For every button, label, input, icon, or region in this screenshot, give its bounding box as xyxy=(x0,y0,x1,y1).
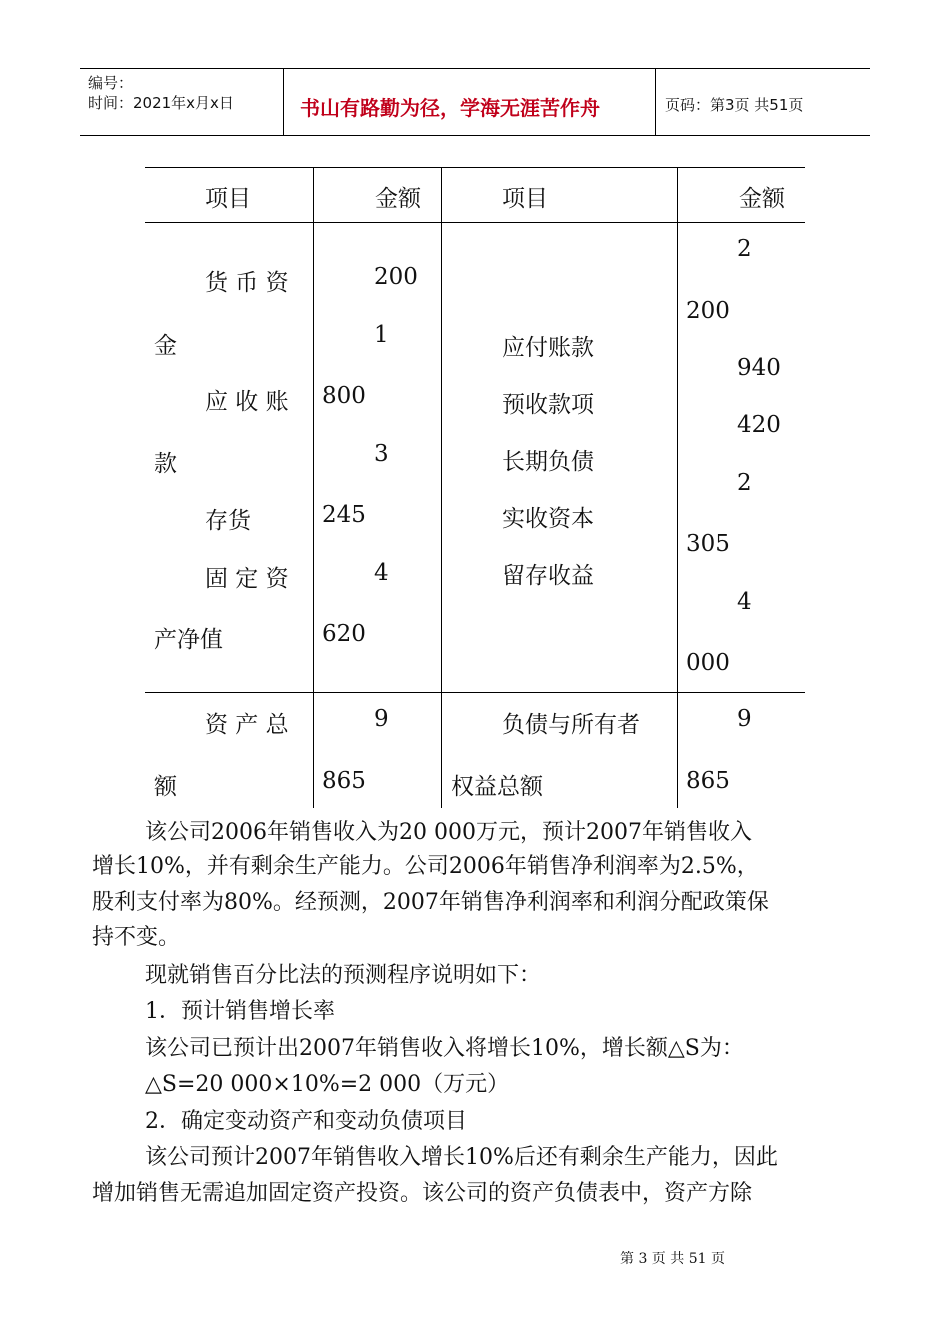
asset-fixed-amount: 620 xyxy=(322,621,366,647)
header-page-label: 页码：第3页 共51页 xyxy=(665,96,804,114)
asset-inventory-amount: 245 xyxy=(322,502,366,528)
liability-payable-label: 应付账款 xyxy=(502,335,594,361)
paragraph-4: 该公司已预计出2007年销售收入将增长10%，增长额△S为： xyxy=(145,1036,744,1061)
total-liabilities-label: 负债与所有者 xyxy=(502,712,640,738)
liability-amount-1: 2 xyxy=(737,236,752,262)
liability-amount-6: 305 xyxy=(686,531,730,557)
asset-inventory-amount-top: 3 xyxy=(374,441,389,467)
header-top-rule xyxy=(80,68,870,69)
paragraph-5: △S=20 000×10%=2 000（万元） xyxy=(145,1072,510,1097)
col-header-amount-liabilities: 金额 xyxy=(739,186,785,212)
paragraph-3: 1．预计销售增长率 xyxy=(145,999,335,1024)
asset-cash-label-cont: 金 xyxy=(154,333,177,359)
col-header-item-liabilities: 项目 xyxy=(502,186,548,212)
table-col-rule-3 xyxy=(677,167,678,808)
liability-amount-2: 200 xyxy=(686,298,730,324)
paragraph-1-line-2: 增长10%，并有剩余生产能力。公司2006年销售净利润率为2.5%， xyxy=(92,854,759,879)
asset-receivable-amount: 800 xyxy=(322,383,366,409)
header-motto: 书山有路勤为径，学海无涯苦作舟 xyxy=(300,96,600,120)
paragraph-1-line-4: 持不变。 xyxy=(92,925,181,950)
liability-advance-label: 预收款项 xyxy=(502,392,594,418)
asset-cash-label: 货 币 资 xyxy=(205,270,289,296)
liability-amount-4: 420 xyxy=(737,412,781,438)
total-liabilities-amount: 865 xyxy=(686,768,730,794)
asset-cash-amount: 200 xyxy=(374,264,418,290)
asset-fixed-label-cont: 产净值 xyxy=(154,627,223,653)
asset-receivable-label: 应 收 账 xyxy=(205,389,289,415)
page-footer: 第 3 页 共 51 页 xyxy=(620,1251,725,1267)
liability-longterm-label: 长期负债 xyxy=(502,449,594,475)
table-col-rule-2 xyxy=(441,167,442,808)
liability-amount-8: 000 xyxy=(686,650,730,676)
asset-cash-amount-cont: 1 xyxy=(374,322,389,348)
total-assets-amount: 865 xyxy=(322,768,366,794)
paragraph-2: 现就销售百分比法的预测程序说明如下： xyxy=(145,963,542,988)
asset-inventory-label: 存货 xyxy=(205,508,251,534)
total-assets-label-cont: 额 xyxy=(154,774,177,800)
total-assets-amount-top: 9 xyxy=(374,706,389,732)
liability-amount-7: 4 xyxy=(737,589,752,615)
paragraph-6: 2．确定变动资产和变动负债项目 xyxy=(145,1109,467,1134)
liability-amount-5: 2 xyxy=(737,470,752,496)
table-total-rule xyxy=(145,692,805,693)
col-header-item-assets: 项目 xyxy=(205,186,251,212)
header-time-label: 时间：2021年x月x日 xyxy=(88,94,234,112)
table-header-rule xyxy=(145,222,805,223)
header-divider-1 xyxy=(283,68,284,136)
liability-amount-3: 940 xyxy=(737,355,781,381)
paragraph-1-line-3: 股利支付率为80%。经预测，2007年销售净利润率和利润分配政策保 xyxy=(92,890,769,915)
paragraph-7-line-2: 增加销售无需追加固定资产投资。该公司的资产负债表中，资产方除 xyxy=(92,1181,753,1206)
asset-receivable-label-cont: 款 xyxy=(154,451,177,477)
total-liabilities-label-cont: 权益总额 xyxy=(451,774,543,800)
asset-fixed-label: 固 定 资 xyxy=(205,566,289,592)
total-assets-label: 资 产 总 xyxy=(205,712,289,738)
paragraph-1-line-1: 该公司2006年销售收入为20 000万元，预计2007年销售收入 xyxy=(145,820,752,845)
table-col-rule-1 xyxy=(313,167,314,808)
equity-capital-label: 实收资本 xyxy=(502,506,594,532)
total-liabilities-amount-top: 9 xyxy=(737,706,752,732)
col-header-amount-assets: 金额 xyxy=(375,186,421,212)
table-top-rule xyxy=(145,167,805,168)
equity-retained-label: 留存收益 xyxy=(502,563,594,589)
header-code-label: 编号： xyxy=(88,74,134,92)
asset-fixed-amount-top: 4 xyxy=(374,560,389,586)
header-divider-2 xyxy=(655,68,656,136)
header-bottom-rule xyxy=(80,135,870,136)
paragraph-7-line-1: 该公司预计2007年销售收入增长10%后还有剩余生产能力，因此 xyxy=(145,1145,778,1170)
